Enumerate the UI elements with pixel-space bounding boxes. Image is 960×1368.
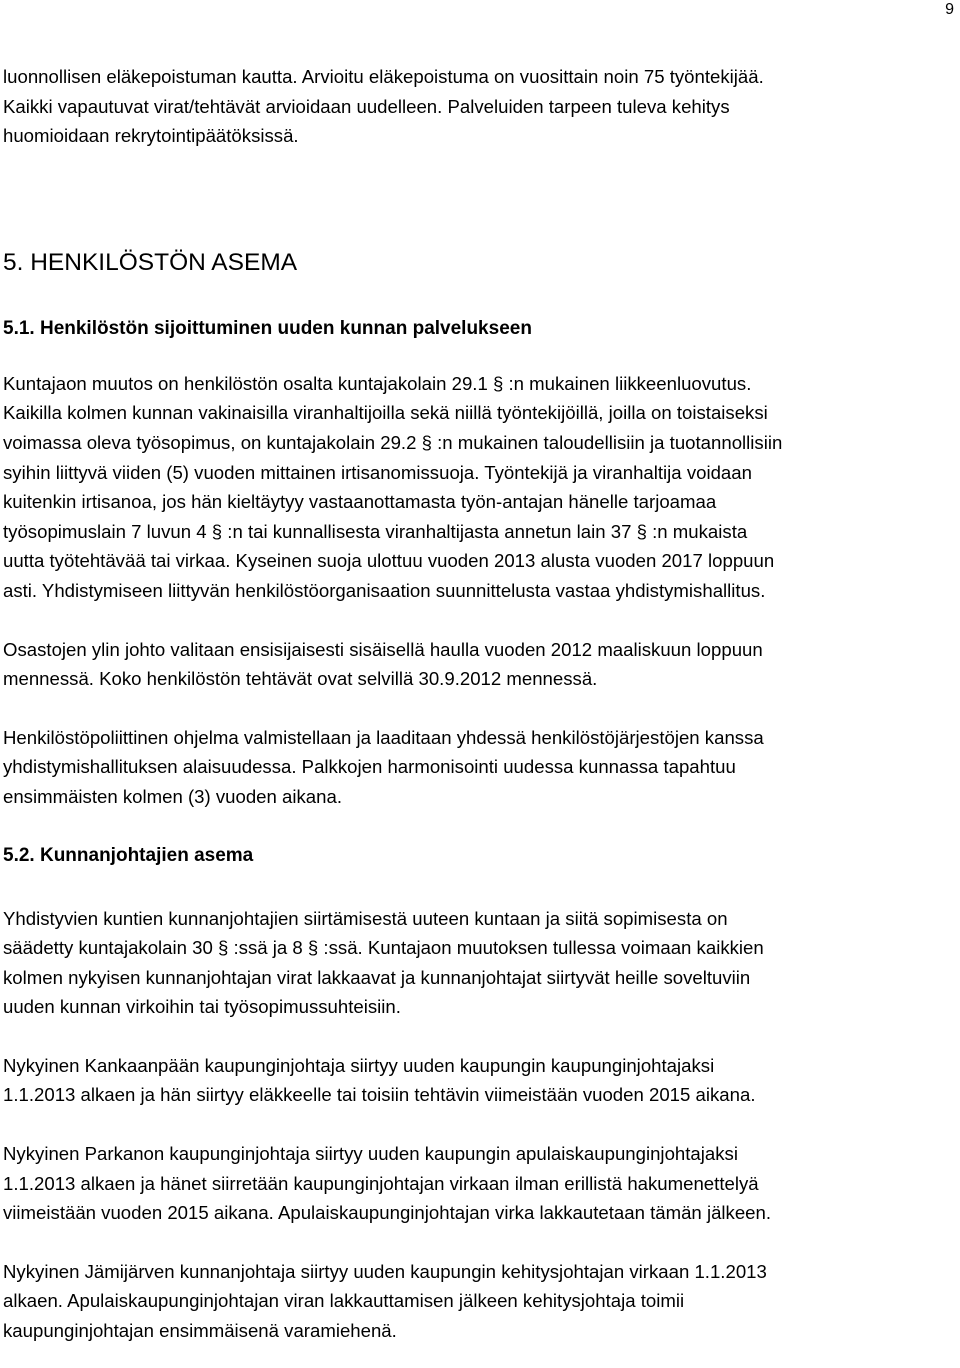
section-5-1-heading: 5.1. Henkilöstön sijoittuminen uuden kunnan palvelukseen xyxy=(3,317,532,339)
section-5-heading: 5. HENKILÖSTÖN ASEMA xyxy=(3,248,298,276)
text-line: Yhdistyvien kuntien kunnanjohtajien siirtämisestä uuteen kuntaan ja siitä sopimisesta on xyxy=(3,907,728,929)
text-line: syihin liittyvä viiden (5) vuoden mittainen irtisanomissuoja. Työntekijä ja viranhaltija voidaan xyxy=(3,461,752,483)
section-5-2-heading: 5.2. Kunnanjohtajien asema xyxy=(3,844,254,866)
section-5-1-paragraph-1 xyxy=(3,369,951,606)
section-5-1-paragraph-2 xyxy=(3,635,951,694)
text-line: Nykyinen Parkanon kaupunginjohtaja siirtyy uuden kaupungin apulaiskaupunginjohtajaksi xyxy=(3,1143,738,1165)
text-line: kolmen nykyisen kunnanjohtajan virat lakkaavat ja kunnanjohtajat siirtyvät heille soveltuviin xyxy=(3,966,751,988)
section-5-1-paragraph-3 xyxy=(3,723,951,812)
text-line: uutta työtehtävää tai virkaa. Kyseinen suoja ulottuu vuoden 2013 alusta vuoden 2017 loppuun xyxy=(3,550,775,572)
text-line: Kuntajaon muutos on henkilöstön osalta kuntajakolain 29.1 § :n mukainen liikkeenluovutus. xyxy=(3,372,752,394)
text-line: mennessä. Koko henkilöstön tehtävät ovat selvillä 30.9.2012 mennessä. xyxy=(3,668,598,690)
text-line: voimassa oleva työsopimus, on kuntajakolain 29.2 § :n mukainen taloudellisiin ja tuotannollisiin xyxy=(3,431,783,453)
text-line: kuitenkin irtisanoa, jos hän kieltäytyy vastaanottamasta työn-antajan hänelle tarjoamaa xyxy=(3,491,717,513)
text-line: asti. Yhdistymiseen liittyvän henkilöstöorganisaation suunnittelusta vastaa yhdistymishallitus. xyxy=(3,579,766,601)
text-line: huomioidaan rekrytointipäätöksissä. xyxy=(3,125,299,147)
text-line: viimeistään vuoden 2015 aikana. Apulaiskaupunginjohtajan virka lakkautetaan tämän jälkeen. xyxy=(3,1202,772,1224)
document-body xyxy=(3,62,951,1346)
text-line: Henkilöstöpoliittinen ohjelma valmistellaan ja laaditaan yhdessä henkilöstöjärjestöjen kanssa xyxy=(3,726,764,748)
text-line: uuden kunnan virkoihin tai työsopimussuhteisiin. xyxy=(3,996,401,1018)
text-line: Nykyinen Kankaanpään kaupunginjohtaja siirtyy uuden kaupungin kaupunginjohtajaksi xyxy=(3,1054,715,1076)
text-line: luonnollisen eläkepoistuman kautta. Arvioitu eläkepoistuma on vuosittain noin 75 työntekijää. xyxy=(3,66,764,87)
text-line: 1.1.2013 alkaen ja hän siirtyy eläkkeelle tai toisiin tehtävin viimeistään vuoden 2015 aikana. xyxy=(3,1084,756,1106)
text-line: työsopimuslain 7 luvun 4 § :n tai kunnallisesta viranhaltijasta annetun lain 37 § :n mukaista xyxy=(3,520,748,542)
text-line: Kaikilla kolmen kunnan vakinaisilla viranhaltijoilla sekä niillä työntekijöillä, joilla on toistaiseksi xyxy=(3,402,768,424)
text-line: Osastojen ylin johto valitaan ensisijaisesti sisäisellä haulla vuoden 2012 maaliskuun loppuun xyxy=(3,638,763,660)
text-line: Kaikki vapautuvat virat/tehtävät arvioidaan uudelleen. Palveluiden tarpeen tuleva kehitys xyxy=(3,95,730,117)
section-5-2-paragraph-3 xyxy=(3,1139,951,1228)
text-line: 1.1.2013 alkaen ja hänet siirretään kaupunginjohtajan virkaan ilman erillistä hakumenettelyä xyxy=(3,1172,759,1194)
text-line: yhdistymishallituksen alaisuudessa. Palkkojen harmonisointi uudessa kunnassa tapahtuu xyxy=(3,756,736,778)
intro-paragraph xyxy=(3,62,951,151)
text-line: ensimmäisten kolmen (3) vuoden aikana. xyxy=(3,785,342,807)
text-line: Nykyinen Jämijärven kunnanjohtaja siirtyy uuden kaupungin kehitysjohtajan virkaan 1.1.2013 xyxy=(3,1260,767,1282)
page-number: 9 xyxy=(945,1,954,18)
section-5-2-paragraph-2 xyxy=(3,1051,951,1110)
text-line: säädetty kuntajakolain 30 § :ssä ja 8 § :ssä. Kuntajaon muutoksen tullessa voimaan kaikkien xyxy=(3,937,764,959)
text-line: kaupunginjohtajan ensimmäisenä varamiehenä. xyxy=(3,1320,397,1342)
section-5-2-paragraph-4 xyxy=(3,1257,951,1346)
section-5-2-paragraph-1 xyxy=(3,904,951,1022)
text-line: alkaen. Apulaiskaupunginjohtajan viran lakkauttamisen jälkeen kehitysjohtaja toimii xyxy=(3,1290,685,1312)
